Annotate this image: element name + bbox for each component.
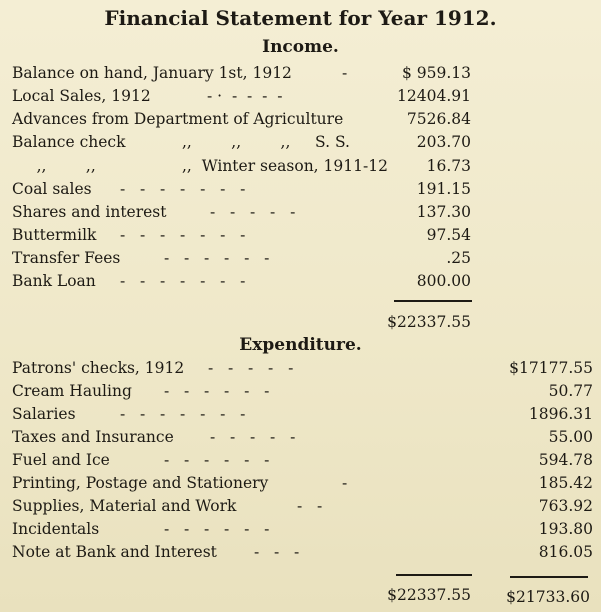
ditto-marks: ,, ,, ,, S. S. (182, 133, 350, 151)
expenditure-amount: 594.78 (538, 451, 593, 469)
expenditure-label: Taxes and Insurance (12, 428, 174, 446)
expenditure-label: Fuel and Ice (12, 451, 110, 469)
leader-dashes: - - - - - - (164, 451, 270, 469)
leader-dashes: - (342, 64, 348, 82)
income-row (12, 201, 592, 223)
income-row (12, 62, 592, 84)
income-row (12, 131, 592, 153)
expenditure-right-total-rule (510, 576, 588, 578)
income-row (12, 155, 592, 177)
income-heading: Income. (262, 37, 339, 57)
income-row (12, 108, 592, 130)
income-label: Balance on hand, January 1st, 1912 (12, 64, 292, 82)
expenditure-row (12, 403, 592, 425)
leader-dashes: - - - - - (210, 203, 296, 221)
expenditure-row (12, 357, 592, 379)
expenditure-row (12, 518, 592, 540)
expenditure-amount: 193.80 (538, 520, 593, 538)
income-amount: 800.00 (416, 272, 471, 290)
expenditure-amount: 50.77 (548, 382, 593, 400)
income-row (12, 247, 592, 269)
expenditure-label: Supplies, Material and Work (12, 497, 237, 515)
expenditure-row (12, 449, 592, 471)
income-row (12, 224, 592, 246)
income-amount: 97.54 (426, 226, 471, 244)
income-amount: 191.15 (416, 180, 471, 198)
expenditure-row (12, 541, 592, 563)
page-title: Financial Statement for Year 1912. (104, 6, 497, 30)
leader-dashes: - - - - - - - (120, 226, 246, 244)
income-amount: 7526.84 (406, 110, 471, 128)
expenditure-row (12, 472, 592, 494)
income-total: $22337.55 (387, 313, 471, 331)
leader-dashes: - - - - - - (164, 520, 270, 538)
income-label: Bank Loan (12, 272, 96, 290)
leader-dashes: - · - - - - (207, 87, 283, 105)
expenditure-label: Incidentals (12, 520, 100, 538)
leader-dashes: - - - - - - (164, 249, 270, 267)
income-amount: 12404.91 (397, 87, 471, 105)
income-amount: $ 959.13 (401, 64, 471, 82)
expenditure-amount: 816.05 (538, 543, 593, 561)
expenditure-label: Cream Hauling (12, 382, 132, 400)
income-label: Coal sales (12, 180, 92, 198)
income-label: Buttermilk (12, 226, 97, 244)
ditto-marks: ,, ,, (12, 157, 96, 175)
income-label: Transfer Fees (12, 249, 121, 267)
income-amount: 16.73 (426, 157, 471, 175)
expenditure-heading: Expenditure. (239, 335, 362, 355)
expenditure-amount: $17177.55 (509, 359, 593, 377)
leader-dashes: - - (297, 497, 323, 515)
expenditure-amount: 55.00 (548, 428, 593, 446)
leader-dashes: - - - - - - - (120, 272, 246, 290)
leader-dashes: - - - - - - - (120, 180, 246, 198)
expenditure-row (12, 426, 592, 448)
leader-dashes: - - - - - - - (120, 405, 246, 423)
income-row (12, 178, 592, 200)
expenditure-row (12, 495, 592, 517)
income-label: Balance check (12, 133, 126, 151)
expenditure-label: Printing, Postage and Stationery (12, 474, 269, 492)
expenditure-label: Note at Bank and Interest (12, 543, 217, 561)
expenditure-grand-total-right: $21733.60 (506, 588, 590, 606)
income-total-rule (394, 300, 472, 302)
expenditure-amount: 185.42 (538, 474, 593, 492)
income-label: Advances from Department of Agriculture (12, 110, 344, 128)
expenditure-label: Salaries (12, 405, 76, 423)
income-label: Local Sales, 1912 (12, 87, 151, 105)
expenditure-row (12, 380, 592, 402)
expenditure-amount: 763.92 (538, 497, 593, 515)
income-amount: 137.30 (416, 203, 471, 221)
leader-dashes: - (342, 474, 348, 492)
leader-dashes: - - - - - (210, 428, 296, 446)
expenditure-amount: 1896.31 (528, 405, 593, 423)
income-row (12, 85, 592, 107)
expenditure-left-total-rule (396, 574, 472, 576)
leader-dashes: - - - (254, 543, 300, 561)
income-amount: .25 (446, 249, 471, 267)
income-label: ,, Winter season, 1911-12 (182, 157, 388, 175)
income-row (12, 270, 592, 292)
income-amount: 203.70 (416, 133, 471, 151)
income-label: Shares and interest (12, 203, 167, 221)
leader-dashes: - - - - - (208, 359, 294, 377)
expenditure-grand-total-left: $22337.55 (387, 586, 471, 604)
expenditure-label: Patrons' checks, 1912 (12, 359, 185, 377)
leader-dashes: - - - - - - (164, 382, 270, 400)
